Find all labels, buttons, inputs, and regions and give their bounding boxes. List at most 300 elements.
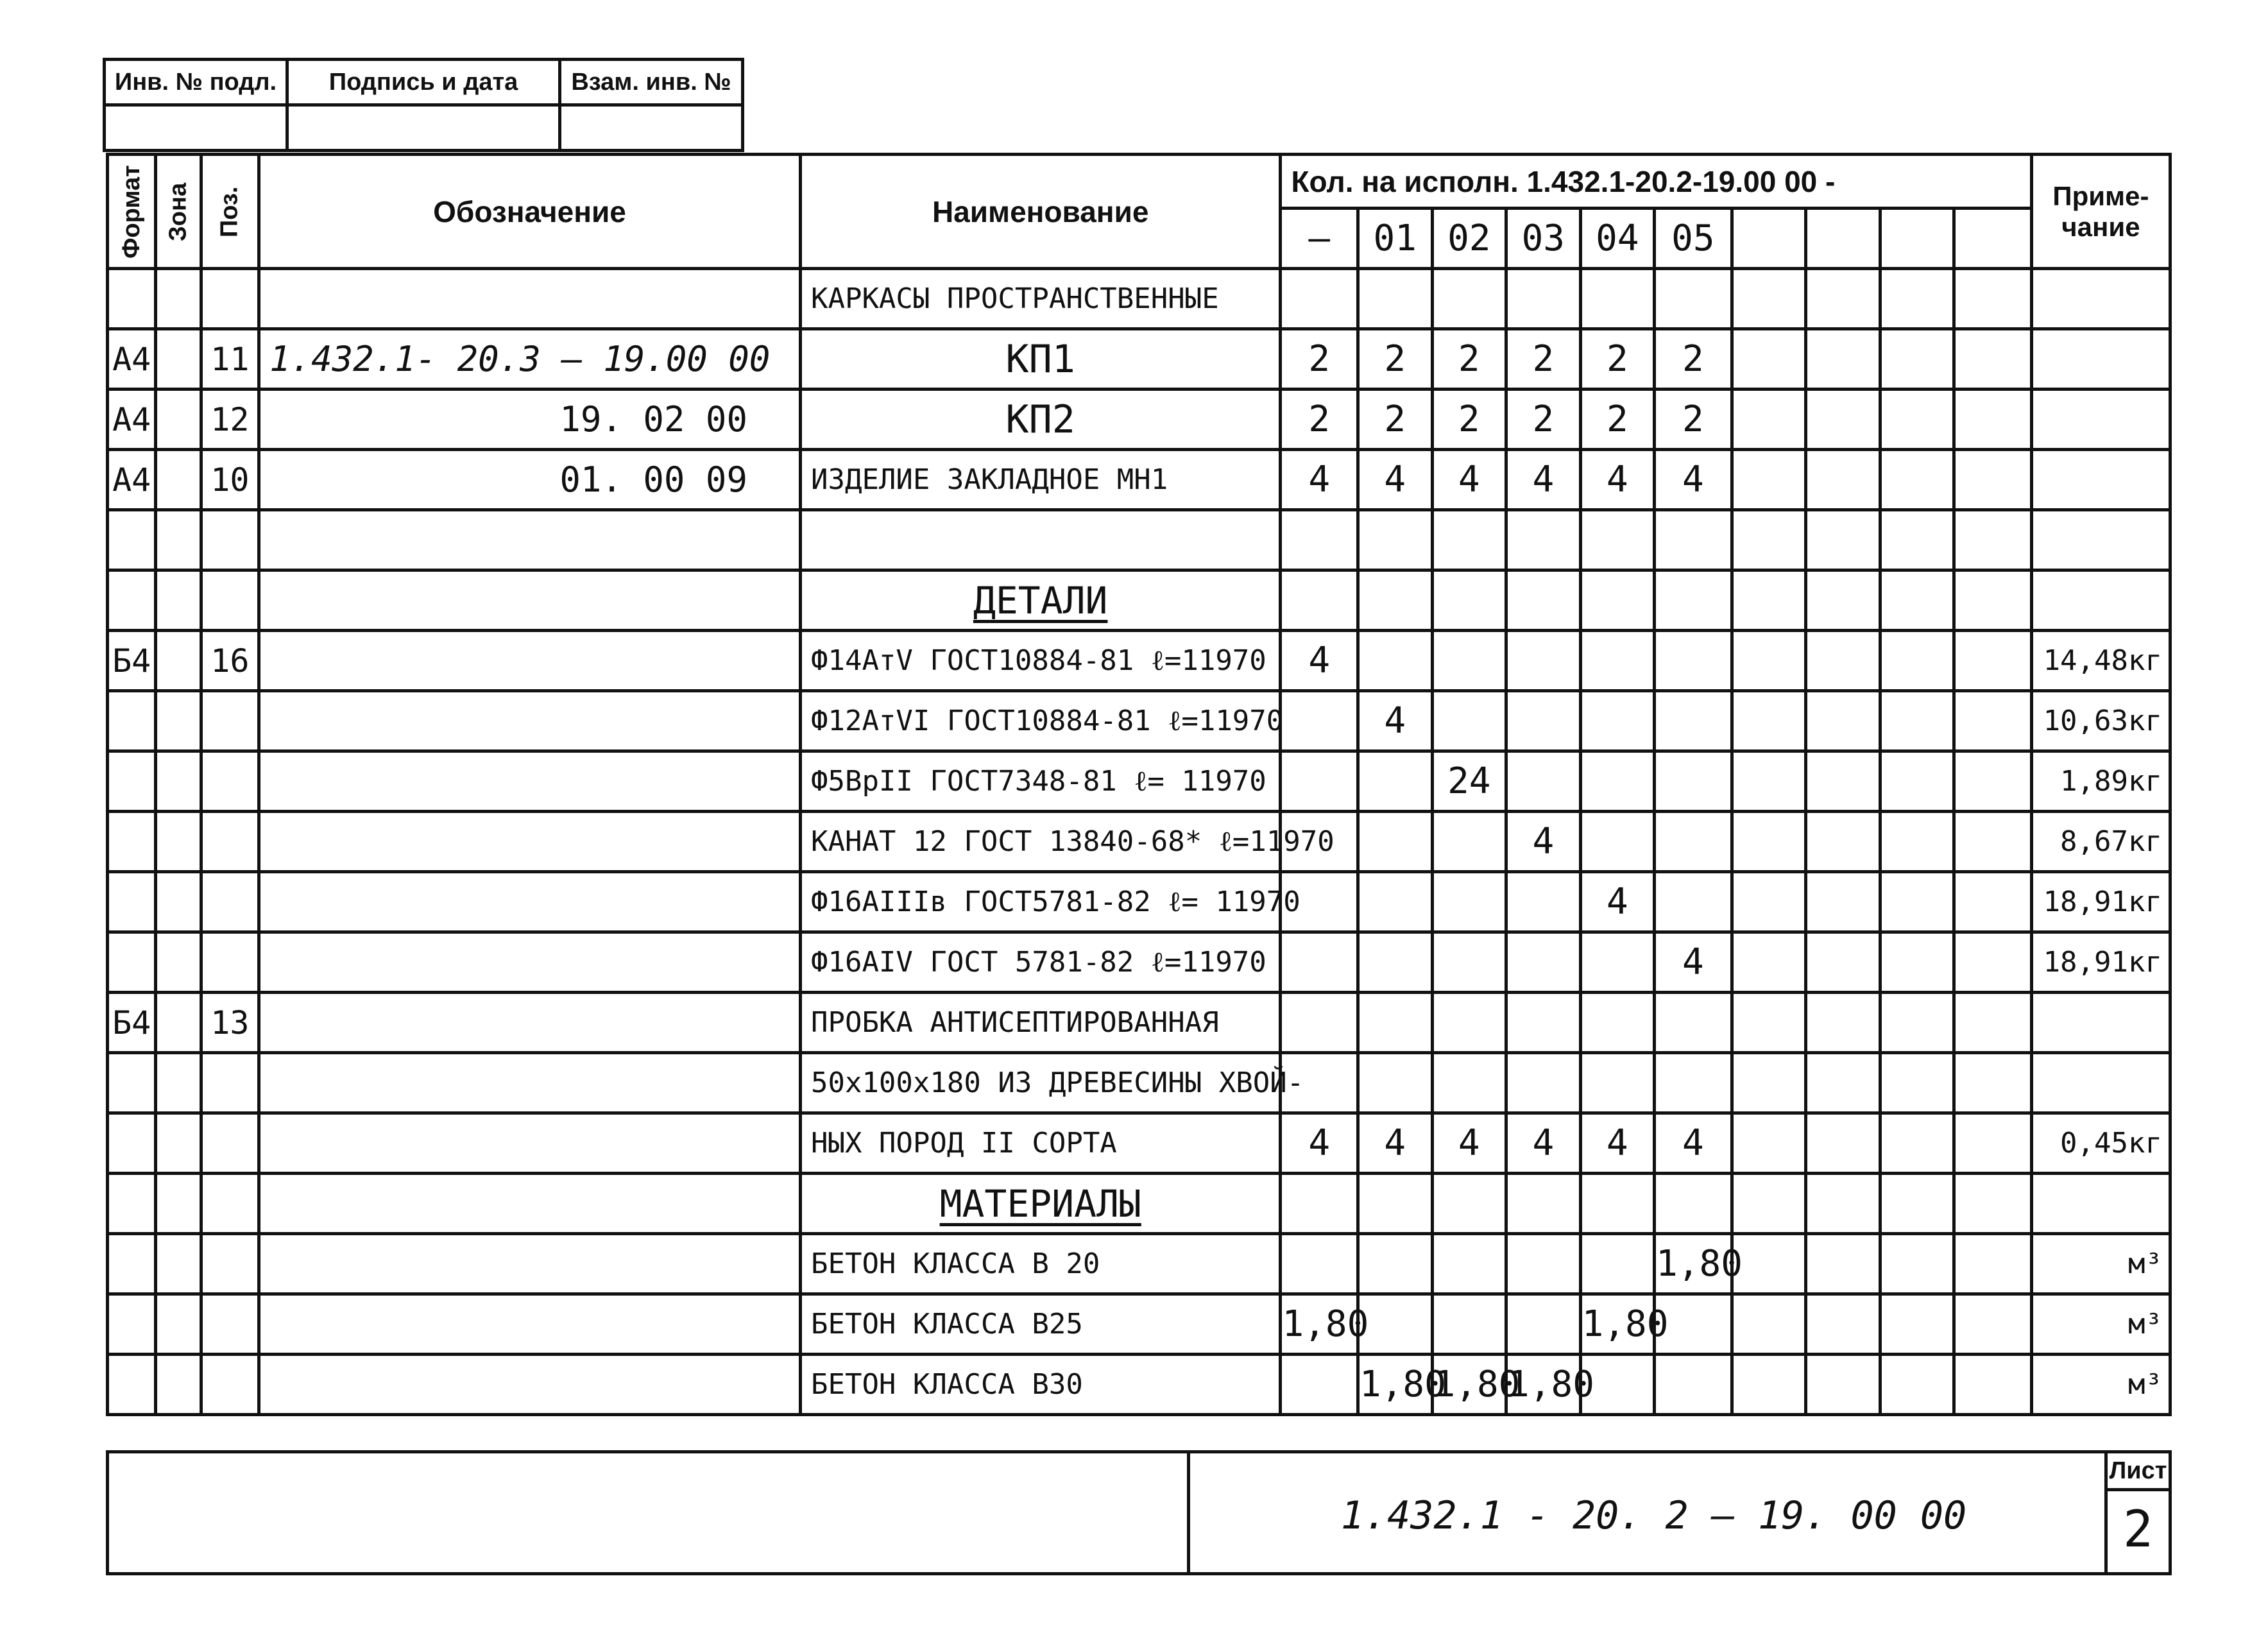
- note-cell: [2031, 570, 2170, 631]
- qty-cell: [1732, 510, 1806, 570]
- table-row: [108, 510, 2170, 570]
- qty-cell: [1506, 1053, 1581, 1113]
- format-header: Формат: [108, 155, 156, 269]
- format-cell: [108, 1113, 156, 1174]
- qty-cell: [1732, 1234, 1806, 1294]
- qty-cell: [1954, 1053, 2032, 1113]
- qty-cell: [1281, 691, 1358, 751]
- designation-cell: [259, 510, 801, 570]
- qty-column-header: 05: [1655, 209, 1732, 269]
- qty-cell: [1580, 631, 1655, 691]
- qty-column-header: 03: [1506, 209, 1581, 269]
- qty-cell: [1281, 510, 1358, 570]
- title-block-main: [1187, 1453, 2117, 1572]
- sheet-label: Лист: [2108, 1453, 2169, 1491]
- zone-cell: [156, 1174, 201, 1234]
- qty-cell: [1506, 932, 1581, 993]
- designation-cell: [259, 1355, 801, 1415]
- qty-cell: [1358, 1174, 1432, 1234]
- qty-cell: 1,80: [1506, 1355, 1581, 1415]
- zone-cell: [156, 570, 201, 631]
- qty-cell: [1880, 631, 1954, 691]
- qty-cell: 4: [1506, 812, 1581, 872]
- note-cell: [2031, 269, 2170, 329]
- qty-cell: [1506, 570, 1581, 631]
- qty-cell: [1880, 510, 1954, 570]
- qty-cell: [1806, 932, 1880, 993]
- name-cell: БЕТОН КЛАССА В30: [800, 1355, 1280, 1415]
- format-cell: [108, 691, 156, 751]
- qty-cell: 2: [1432, 390, 1506, 450]
- qty-cell: [1880, 570, 1954, 631]
- name-cell: Ф14АтV ГОСТ10884-81 ℓ=11970: [800, 631, 1280, 691]
- zone-cell: [156, 932, 201, 993]
- qty-cell: 4: [1358, 450, 1432, 510]
- designation-cell: [259, 691, 801, 751]
- qty-cell: [1580, 1053, 1655, 1113]
- table-row: [108, 329, 2170, 390]
- designation-cell: [259, 812, 801, 872]
- pos-cell: 11: [201, 329, 259, 390]
- note-cell: м³: [2031, 1294, 2170, 1355]
- zone-cell: [156, 691, 201, 751]
- qty-cell: [1580, 993, 1655, 1053]
- qty-cell: [1506, 1234, 1581, 1294]
- name-cell: [800, 570, 1280, 631]
- qty-cell: [1358, 993, 1432, 1053]
- sheet-box: [2104, 1453, 2169, 1572]
- pos-cell: [201, 1294, 259, 1355]
- qty-header: Кол. на исполн. 1.432.1-20.2-19.00 00 -: [1281, 155, 2031, 209]
- qty-cell: [1281, 1234, 1358, 1294]
- qty-cell: [1954, 450, 2032, 510]
- qty-cell: [1880, 812, 1954, 872]
- qty-cell: 4: [1432, 1113, 1506, 1174]
- pos-cell: 12: [201, 390, 259, 450]
- qty-cell: [1432, 691, 1506, 751]
- qty-cell: [1580, 751, 1655, 812]
- qty-cell: [1806, 269, 1880, 329]
- qty-cell: [1281, 751, 1358, 812]
- table-row: [108, 812, 2170, 872]
- name-cell: КП2: [800, 390, 1280, 450]
- table-row: [108, 450, 2170, 510]
- qty-cell: [1358, 570, 1432, 631]
- zone-cell: [156, 631, 201, 691]
- qty-column-header: —: [1281, 209, 1358, 269]
- name-cell: КП1: [800, 329, 1280, 390]
- qty-column-header: [1880, 209, 1954, 269]
- qty-cell: [1732, 812, 1806, 872]
- qty-cell: 4: [1655, 450, 1732, 510]
- qty-cell: [1358, 1053, 1432, 1113]
- name-cell: Ф12АтVI ГОСТ10884-81 ℓ=11970: [800, 691, 1280, 751]
- format-cell: [108, 1294, 156, 1355]
- zone-cell: [156, 329, 201, 390]
- qty-cell: [1880, 269, 1954, 329]
- qty-cell: [1358, 872, 1432, 932]
- qty-cell: [1806, 691, 1880, 751]
- name-cell: БЕТОН КЛАССА В25: [800, 1294, 1280, 1355]
- qty-cell: 4: [1506, 1113, 1581, 1174]
- qty-cell: [1732, 1113, 1806, 1174]
- qty-cell: [1506, 1174, 1581, 1234]
- note-cell: [2031, 510, 2170, 570]
- qty-cell: 4: [1580, 1113, 1655, 1174]
- name-cell: ИЗДЕЛИЕ ЗАКЛАДНОЕ МН1: [800, 450, 1280, 510]
- pos-cell: [201, 510, 259, 570]
- qty-cell: [1732, 390, 1806, 450]
- pos-cell: [201, 1234, 259, 1294]
- qty-cell: [1506, 631, 1581, 691]
- qty-cell: [1880, 329, 1954, 390]
- specification-table: [106, 153, 2172, 1416]
- qty-cell: 2: [1281, 390, 1358, 450]
- pos-cell: [201, 812, 259, 872]
- sheet-number: 2: [2123, 1501, 2153, 1559]
- qty-cell: [1506, 872, 1581, 932]
- designation-cell: [259, 1113, 801, 1174]
- pos-cell: [201, 1113, 259, 1174]
- table-row: [108, 1053, 2170, 1113]
- qty-cell: 1,80: [1432, 1355, 1506, 1415]
- qty-cell: [1954, 1355, 2032, 1415]
- qty-cell: [1580, 570, 1655, 631]
- qty-cell: [1954, 872, 2032, 932]
- qty-cell: [1432, 570, 1506, 631]
- pos-cell: [201, 269, 259, 329]
- qty-cell: [1806, 329, 1880, 390]
- designation-cell: 1.432.1- 20.3 – 19.00 00: [259, 329, 801, 390]
- name-cell: ПРОБКА АНТИСЕПТИРОВАННАЯ: [800, 993, 1280, 1053]
- qty-column-header: 04: [1580, 209, 1655, 269]
- replace-label: Взам. инв. №: [560, 60, 743, 105]
- qty-cell: [1655, 570, 1732, 631]
- designation-cell: [259, 1174, 801, 1234]
- qty-cell: [1954, 510, 2032, 570]
- qty-cell: [1580, 1234, 1655, 1294]
- qty-cell: 2: [1655, 390, 1732, 450]
- qty-cell: 2: [1358, 390, 1432, 450]
- table-row: [108, 570, 2170, 631]
- name-cell: БЕТОН КЛАССА В 20: [800, 1234, 1280, 1294]
- qty-cell: [1880, 1234, 1954, 1294]
- qty-cell: [1580, 932, 1655, 993]
- qty-cell: [1655, 872, 1732, 932]
- zone-cell: [156, 510, 201, 570]
- qty-cell: 1,80: [1358, 1355, 1432, 1415]
- qty-cell: [1358, 631, 1432, 691]
- approval-stamp: [103, 58, 744, 152]
- qty-cell: [1655, 1053, 1732, 1113]
- zone-cell: [156, 1113, 201, 1174]
- designation-header: Обозначение: [259, 155, 801, 269]
- qty-cell: 1,80: [1281, 1294, 1358, 1355]
- qty-cell: 4: [1281, 450, 1358, 510]
- qty-cell: [1506, 510, 1581, 570]
- qty-cell: [1954, 329, 2032, 390]
- note-cell: [2031, 450, 2170, 510]
- format-cell: А4: [108, 329, 156, 390]
- qty-cell: [1432, 510, 1506, 570]
- table-row: [108, 1113, 2170, 1174]
- qty-cell: [1655, 691, 1732, 751]
- name-cell: [800, 510, 1280, 570]
- qty-cell: [1954, 932, 2032, 993]
- qty-cell: 4: [1655, 932, 1732, 993]
- qty-cell: 4: [1580, 450, 1655, 510]
- qty-cell: [1732, 1294, 1806, 1355]
- inv-label: Инв. № подл.: [105, 60, 287, 105]
- qty-cell: [1806, 510, 1880, 570]
- pos-header: Поз.: [201, 155, 259, 269]
- title-block: [106, 1450, 2172, 1575]
- qty-cell: 2: [1432, 329, 1506, 390]
- sign-label: Подпись и дата: [287, 60, 560, 105]
- qty-cell: [1806, 1174, 1880, 1234]
- pos-cell: [201, 932, 259, 993]
- note-header: Приме- чание: [2031, 155, 2170, 269]
- qty-cell: [1506, 993, 1581, 1053]
- qty-cell: [1954, 812, 2032, 872]
- qty-cell: [1281, 570, 1358, 631]
- qty-cell: [1806, 450, 1880, 510]
- table-row: [108, 993, 2170, 1053]
- pos-cell: [201, 691, 259, 751]
- qty-cell: [1880, 1355, 1954, 1415]
- zone-cell: [156, 1294, 201, 1355]
- note-cell: [2031, 390, 2170, 450]
- qty-cell: [1358, 812, 1432, 872]
- pos-cell: 10: [201, 450, 259, 510]
- qty-cell: 2: [1506, 390, 1581, 450]
- note-cell: 1,89кг: [2031, 751, 2170, 812]
- note-cell: [2031, 329, 2170, 390]
- pos-cell: [201, 751, 259, 812]
- qty-cell: [1432, 631, 1506, 691]
- qty-cell: [1880, 691, 1954, 751]
- qty-cell: [1880, 932, 1954, 993]
- zone-cell: [156, 1355, 201, 1415]
- table-row: [108, 691, 2170, 751]
- qty-cell: [1580, 510, 1655, 570]
- qty-cell: [1732, 631, 1806, 691]
- qty-cell: [1281, 993, 1358, 1053]
- pos-cell: [201, 1355, 259, 1415]
- qty-cell: [1432, 812, 1506, 872]
- table-row: [108, 751, 2170, 812]
- qty-cell: [1281, 932, 1358, 993]
- format-cell: [108, 510, 156, 570]
- qty-cell: [1806, 631, 1880, 691]
- note-cell: 18,91кг: [2031, 932, 2170, 993]
- qty-cell: [1954, 631, 2032, 691]
- name-cell: Ф5ВрII ГОСТ7348-81 ℓ= 11970: [800, 751, 1280, 812]
- qty-cell: [1806, 390, 1880, 450]
- qty-cell: [1732, 329, 1806, 390]
- format-cell: А4: [108, 390, 156, 450]
- qty-cell: [1655, 269, 1732, 329]
- zone-cell: [156, 1234, 201, 1294]
- qty-cell: [1880, 450, 1954, 510]
- qty-cell: 2: [1580, 390, 1655, 450]
- note-cell: [2031, 1053, 2170, 1113]
- document-number: 1.432.1 - 20. 2 – 19. 00 00: [1340, 1493, 1967, 1538]
- qty-cell: [1358, 751, 1432, 812]
- pos-cell: 13: [201, 993, 259, 1053]
- qty-cell: [1880, 1174, 1954, 1234]
- qty-cell: 4: [1358, 691, 1432, 751]
- name-cell: Ф16АIIIв ГОСТ5781-82 ℓ= 11970: [800, 872, 1280, 932]
- qty-cell: [1806, 812, 1880, 872]
- note-cell: 10,63кг: [2031, 691, 2170, 751]
- qty-cell: [1806, 872, 1880, 932]
- designation-cell: 01. 00 09: [259, 450, 801, 510]
- note-cell: 18,91кг: [2031, 872, 2170, 932]
- qty-cell: [1806, 1355, 1880, 1415]
- qty-cell: 1,80: [1580, 1294, 1655, 1355]
- qty-cell: [1806, 1234, 1880, 1294]
- qty-cell: [1732, 691, 1806, 751]
- format-cell: [108, 1053, 156, 1113]
- note-cell: 8,67кг: [2031, 812, 2170, 872]
- section-title: МАТЕРИАЛЫ: [939, 1181, 1141, 1226]
- qty-cell: [1432, 1234, 1506, 1294]
- designation-cell: [259, 932, 801, 993]
- name-cell: 50х100х180 ИЗ ДРЕВЕСИНЫ ХВОЙ-: [800, 1053, 1280, 1113]
- qty-cell: [1732, 1174, 1806, 1234]
- name-cell: [800, 1174, 1280, 1234]
- pos-cell: [201, 570, 259, 631]
- zone-cell: [156, 812, 201, 872]
- qty-cell: [1880, 390, 1954, 450]
- qty-cell: [1432, 993, 1506, 1053]
- qty-cell: [1580, 1174, 1655, 1234]
- qty-cell: [1880, 1113, 1954, 1174]
- qty-cell: [1580, 812, 1655, 872]
- qty-cell: [1655, 631, 1732, 691]
- pos-cell: [201, 1053, 259, 1113]
- table-row: [108, 269, 2170, 329]
- table-row: [108, 1174, 2170, 1234]
- name-cell: НЫХ ПОРОД II СОРТА: [800, 1113, 1280, 1174]
- format-cell: [108, 1174, 156, 1234]
- table-row: [108, 872, 2170, 932]
- qty-cell: [1358, 510, 1432, 570]
- qty-cell: 4: [1506, 450, 1581, 510]
- qty-cell: [1732, 1355, 1806, 1415]
- qty-cell: [1880, 1294, 1954, 1355]
- qty-column-header: [1954, 209, 2032, 269]
- specification-rows: [108, 269, 2170, 1415]
- zone-cell: [156, 390, 201, 450]
- qty-cell: [1954, 751, 2032, 812]
- zone-header: Зона: [156, 155, 201, 269]
- zone-cell: [156, 993, 201, 1053]
- designation-cell: [259, 570, 801, 631]
- note-cell: 14,48кг: [2031, 631, 2170, 691]
- qty-cell: 1,80: [1655, 1234, 1732, 1294]
- qty-column-header: 02: [1432, 209, 1506, 269]
- qty-cell: [1806, 751, 1880, 812]
- qty-column-header: 01: [1358, 209, 1432, 269]
- qty-cell: [1732, 872, 1806, 932]
- qty-cell: [1732, 932, 1806, 993]
- qty-cell: 2: [1655, 329, 1732, 390]
- format-cell: [108, 751, 156, 812]
- format-cell: [108, 269, 156, 329]
- qty-cell: [1655, 510, 1732, 570]
- zone-cell: [156, 872, 201, 932]
- zone-cell: [156, 751, 201, 812]
- qty-cell: [1655, 1174, 1732, 1234]
- qty-cell: 24: [1432, 751, 1506, 812]
- note-cell: [2031, 993, 2170, 1053]
- qty-cell: [1432, 1174, 1506, 1234]
- format-cell: [108, 1234, 156, 1294]
- qty-cell: [1655, 812, 1732, 872]
- qty-cell: [1580, 691, 1655, 751]
- qty-cell: [1732, 269, 1806, 329]
- designation-cell: [259, 993, 801, 1053]
- designation-cell: [259, 1234, 801, 1294]
- qty-cell: [1281, 1355, 1358, 1415]
- qty-cell: [1506, 1294, 1581, 1355]
- table-row: [108, 1355, 2170, 1415]
- qty-cell: 4: [1432, 450, 1506, 510]
- qty-cell: [1954, 1294, 2032, 1355]
- qty-cell: [1880, 1053, 1954, 1113]
- format-cell: [108, 570, 156, 631]
- format-cell: [108, 872, 156, 932]
- qty-cell: [1732, 751, 1806, 812]
- qty-cell: [1732, 993, 1806, 1053]
- qty-cell: [1432, 932, 1506, 993]
- format-cell: А4: [108, 450, 156, 510]
- qty-cell: [1655, 993, 1732, 1053]
- qty-cell: [1954, 691, 2032, 751]
- qty-cell: 2: [1358, 329, 1432, 390]
- qty-cell: [1655, 1355, 1732, 1415]
- qty-column-header: [1732, 209, 1806, 269]
- note-cell: [2031, 1174, 2170, 1234]
- qty-cell: [1806, 1113, 1880, 1174]
- qty-cell: [1580, 269, 1655, 329]
- designation-cell: [259, 751, 801, 812]
- zone-cell: [156, 450, 201, 510]
- qty-cell: [1806, 1294, 1880, 1355]
- zone-cell: [156, 269, 201, 329]
- inv-value: [105, 105, 287, 151]
- qty-cell: 4: [1281, 631, 1358, 691]
- note-cell: м³: [2031, 1234, 2170, 1294]
- qty-cell: [1506, 751, 1581, 812]
- qty-cell: [1432, 872, 1506, 932]
- name-header: Наименование: [800, 155, 1280, 269]
- qty-cell: [1432, 269, 1506, 329]
- format-cell: Б4: [108, 993, 156, 1053]
- name-cell: Ф16АIV ГОСТ 5781-82 ℓ=11970: [800, 932, 1280, 993]
- qty-cell: [1432, 1294, 1506, 1355]
- qty-cell: [1732, 1053, 1806, 1113]
- format-cell: [108, 812, 156, 872]
- qty-cell: [1506, 691, 1581, 751]
- sign-value: [287, 105, 560, 151]
- qty-cell: [1954, 1113, 2032, 1174]
- qty-cell: 2: [1506, 329, 1581, 390]
- name-cell: КАРКАСЫ ПРОСТРАНСТВЕННЫЕ: [800, 269, 1280, 329]
- format-cell: [108, 1355, 156, 1415]
